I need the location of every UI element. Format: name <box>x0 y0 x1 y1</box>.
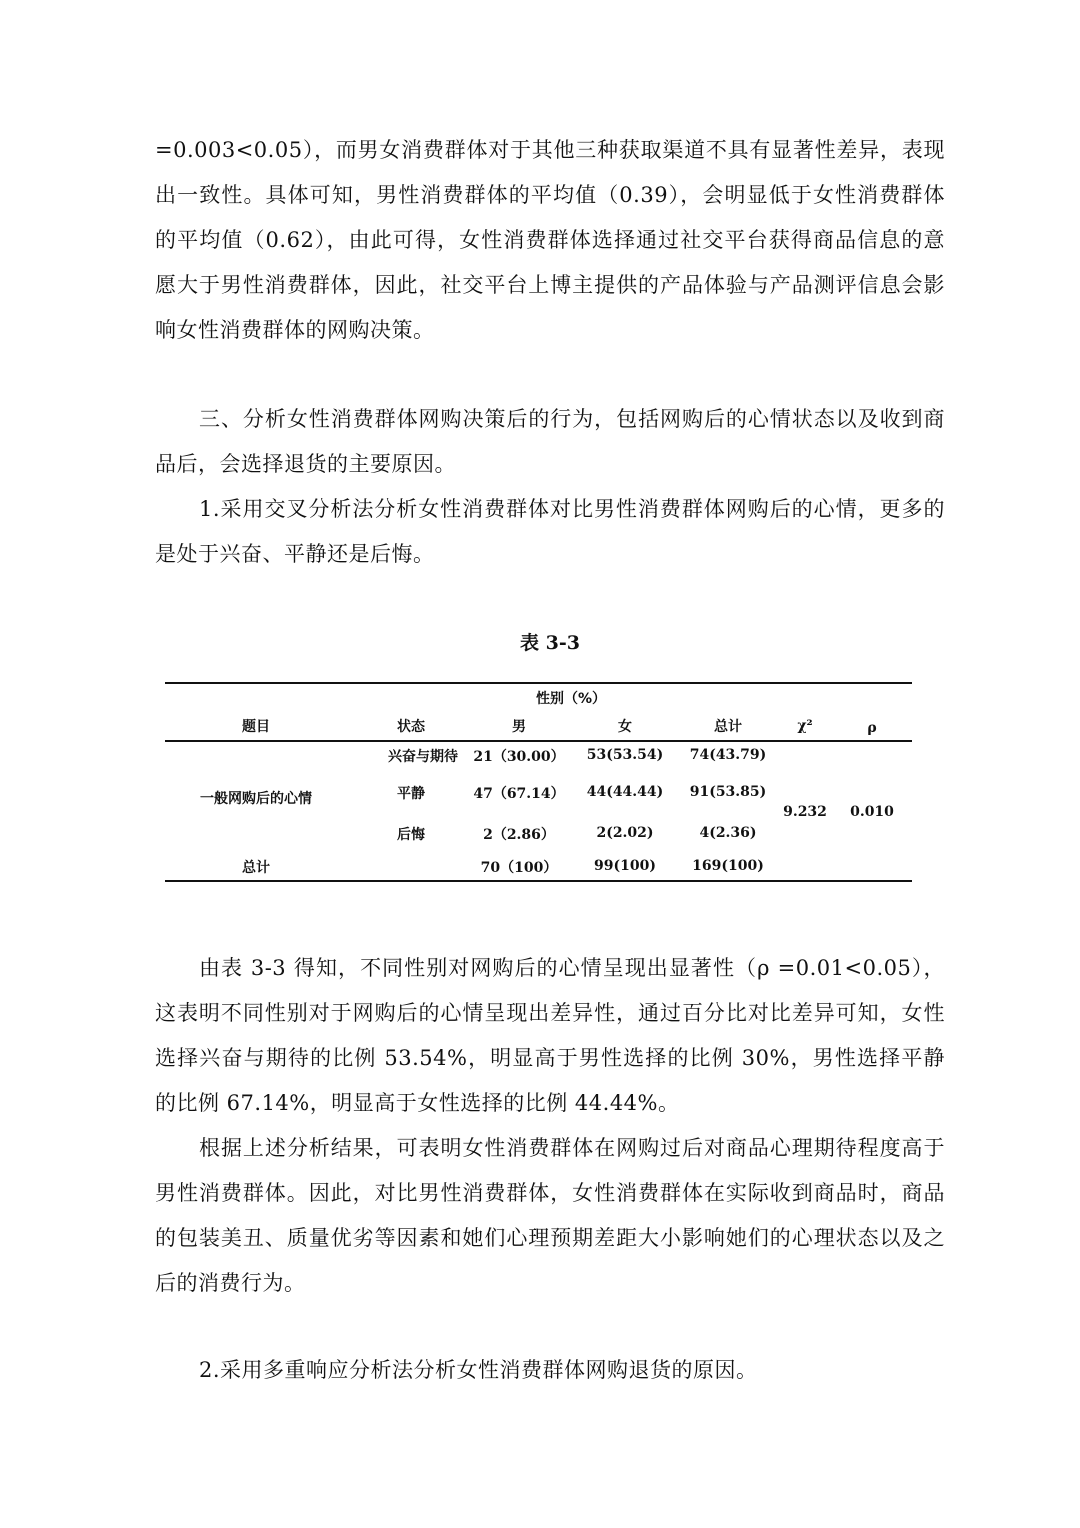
row-status: 后悔 <box>397 827 425 843</box>
header-p-value: ρ <box>867 720 877 736</box>
question-label: 一般网购后的心情 <box>200 791 312 807</box>
row-female: 2(2.02) <box>596 825 654 841</box>
table-bottom-rule <box>165 880 912 882</box>
table-title: 表 3-3 <box>520 632 580 654</box>
header-female: 女 <box>618 719 632 735</box>
row-male: 21（30.00） <box>473 749 565 765</box>
row-status: 平静 <box>397 786 425 802</box>
paragraph-analysis-conclusion: 根据上述分析结果，可表明女性消费群体在网购过后对商品心理期待程度高于男性消费群体。因此，对比男性消费群体，女性消费群体在实际收到商品时，商品的包装美丑、质量优劣等因素和她们心理预期差距大小影响她们的心理状态以及之后的消费行为。 <box>155 1136 945 1295</box>
row-total: 4(2.36) <box>699 825 757 841</box>
total-row-male: 70（100） <box>480 860 558 876</box>
table-top-rule <box>165 682 912 684</box>
row-female: 53(53.54) <box>586 747 664 763</box>
paragraph-table-interpretation: 由表 3-3 得知，不同性别对网购后的心情呈现出显著性（ρ =0.01<0.05），这表明不同性别对于网购后的心情呈现出差异性，通过百分比对比差异可知，女性选择兴奋与期待的比例 53.54%，明显高于男性选择的比例 30%，男性选择平静的比例 67.14%，明显高于女性选择的比例 44.44%。 <box>155 956 945 1115</box>
header-gender-group: 性别（%） <box>535 691 607 707</box>
total-row-female: 99(100) <box>594 858 656 874</box>
paragraph-channel-difference: =0.003<0.05），而男女消费群体对于其他三种获取渠道不具有显著性差异，表现出一致性。具体可知，男性消费群体的平均值（0.39），会明显低于女性消费群体的平均值（0.62），由此可得，女性消费群体选择通过社交平台获得商品信息的意愿大于男性消费群体，因此，社交平台上博主提供的产品体验与产品测评信息会影响女性消费群体的网购决策。 <box>155 138 945 342</box>
row-female: 44(44.44) <box>586 784 664 800</box>
header-total: 总计 <box>714 719 742 735</box>
paragraph-method-multiple-response: 2.采用多重响应分析法分析女性消费群体网购退货的原因。 <box>199 1358 758 1382</box>
row-total: 91(53.85) <box>689 784 767 800</box>
p-value: 0.010 <box>850 804 894 820</box>
total-row-label: 总计 <box>242 860 270 876</box>
row-male: 47（67.14） <box>473 786 565 802</box>
header-question: 题目 <box>242 719 270 735</box>
header-male: 男 <box>512 719 526 735</box>
row-status: 兴奋与期待 <box>388 749 458 765</box>
paragraph-section-three-heading: 三、分析女性消费群体网购决策后的行为，包括网购后的心情状态以及收到商品后，会选择退货的主要原因。 <box>155 407 945 476</box>
chi-square-value: 9.232 <box>783 804 827 820</box>
total-row-total: 169(100) <box>692 858 764 874</box>
row-total: 74(43.79) <box>689 747 767 763</box>
header-status: 状态 <box>397 719 425 735</box>
row-male: 2（2.86） <box>483 827 555 843</box>
table-header-rule <box>165 740 912 742</box>
header-chi-square: χ² <box>797 718 813 734</box>
paragraph-method-cross-analysis: 1.采用交叉分析法分析女性消费群体对比男性消费群体网购后的心情，更多的是处于兴奋、平静还是后悔。 <box>155 497 945 566</box>
table-3-3 <box>165 682 912 882</box>
